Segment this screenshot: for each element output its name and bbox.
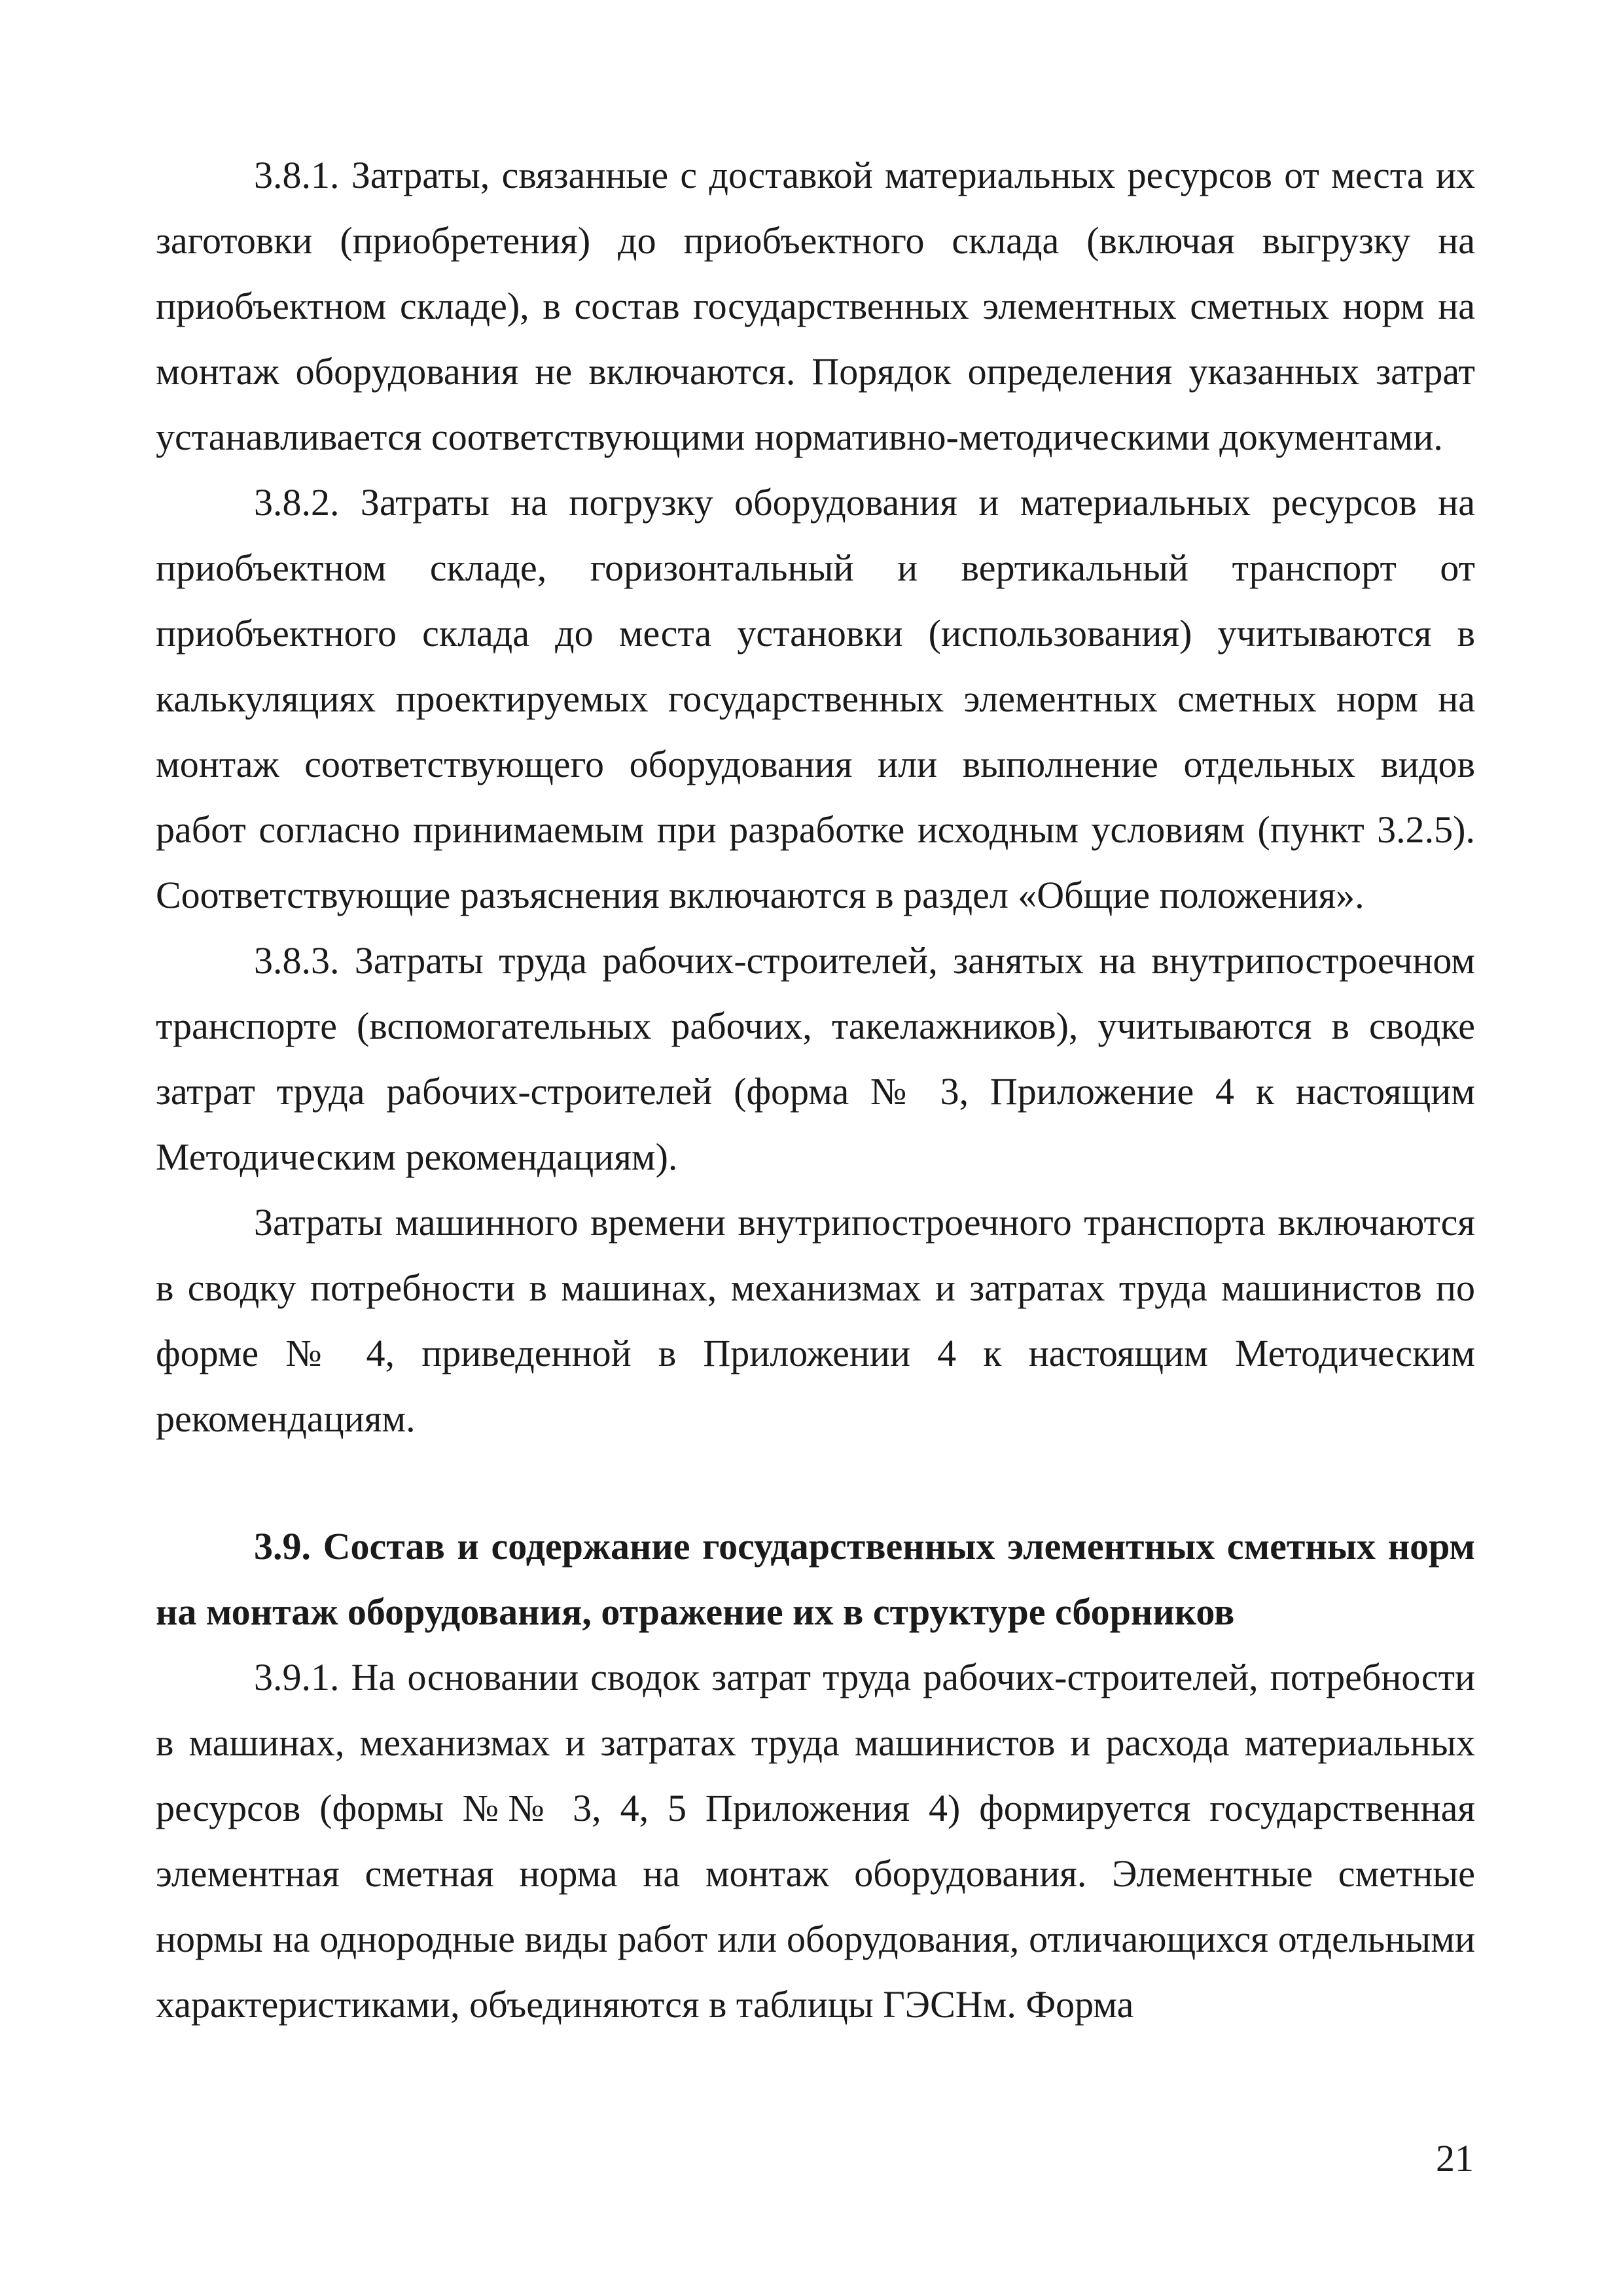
section-heading-3-9: 3.9. Состав и содержание государственных элементных сметных норм на монтаж оборудования, отражение их в структуре сборников <box>156 1525 1475 1633</box>
paragraph-machine-time: Затраты машинного времени внутрипостроечного транспорта включаются в сводку потребности в машинах, механизмах и затратах труда машинистов по форме № 4, приведенной в Приложении 4 к настоящим Методическим рекомендациям. <box>156 1201 1475 1440</box>
paragraph-3-8-2: 3.8.2. Затраты на погрузку оборудования и материальных ресурсов на приобъектном складе, горизонтальный и вертикальный транспорт от приобъектного склада до места установки (использования) учитываются в калькуляциях проектируемых государственных элементных сметных норм на монтаж соответствующего оборудования или выполнение отдельных видов работ согласно принимаемым при разработке исходным условиям (пункт 3.2.5). Соответствующие разъяснения включаются в раздел «Общие положения». <box>156 481 1475 916</box>
paragraph-3-8-1: 3.8.1. Затраты, связанные с доставкой материальных ресурсов от места их заготовки (приобретения) до приобъектного склада (включая выгрузку на приобъектном складе), в состав государственных элементных сметных норм на монтаж оборудования не включаются. Порядок определения указанных затрат устанавливается соответствующими нормативно-методическими документами. <box>156 154 1475 458</box>
page-content <box>156 143 1475 2037</box>
paragraph-3-8-3: 3.8.3. Затраты труда рабочих-строителей, занятых на внутрипостроечном транспорте (вспомогательных рабочих, такелажников), учитываются в сводке затрат труда рабочих-строителей (форма № 3, Приложение 4 к настоящим Методическим рекомендациям). <box>156 939 1475 1178</box>
page-number: 21 <box>1436 2137 1474 2179</box>
paragraph-3-9-1: 3.9.1. На основании сводок затрат труда рабочих-строителей, потребности в машинах, механизмах и затратах труда машинистов и расхода материальных ресурсов (формы №№ 3, 4, 5 Приложения 4) формируется государственная элементная сметная норма на монтаж оборудования. Элементные сметные нормы на однородные виды работ или оборудования, отличающихся отдельными характеристиками, объединяются в таблицы ГЭСНм. Форма <box>156 1656 1475 2026</box>
